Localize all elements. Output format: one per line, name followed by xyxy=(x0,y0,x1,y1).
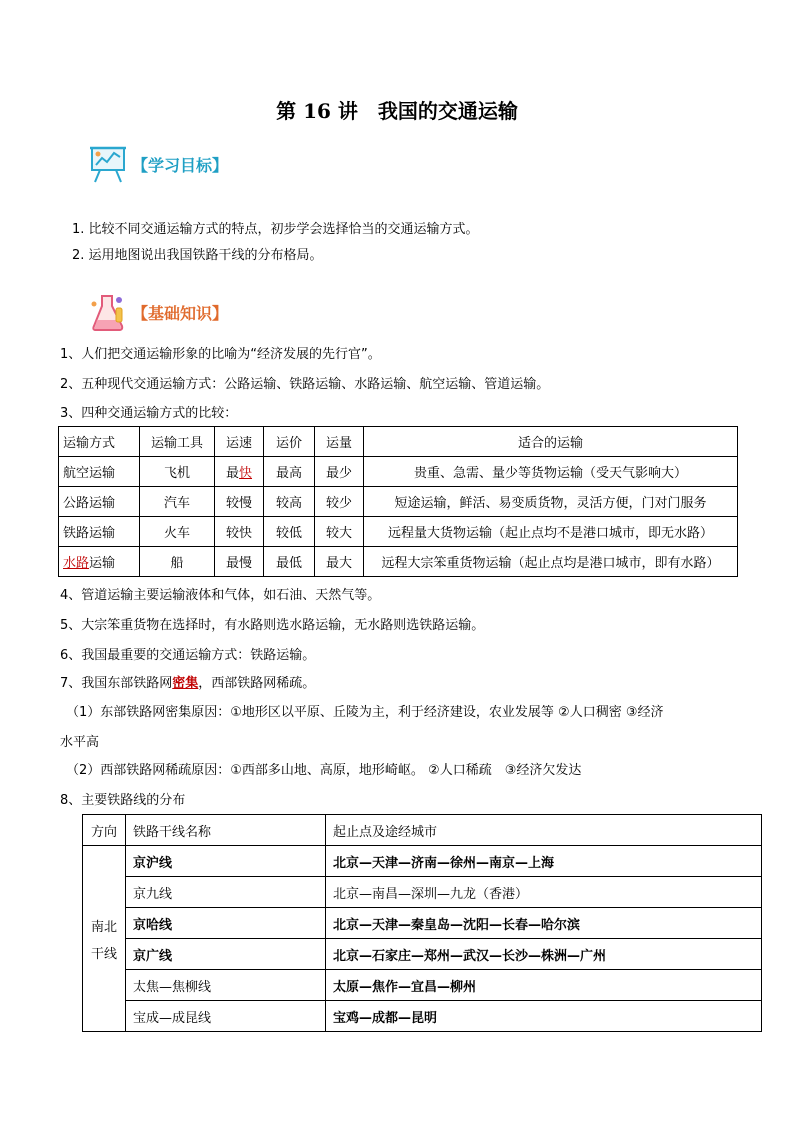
basics-p1: 1、人们把交通运输形象的比喻为“经济发展的先行官”。 xyxy=(60,347,381,362)
suit-cell: 短途运输，鲜活、易变质货物，灵活方便，门对门服务 xyxy=(364,487,738,517)
line-name-cell: 京九线 xyxy=(126,877,326,908)
speed-text: 最 xyxy=(225,466,239,481)
speed-cell xyxy=(215,457,264,487)
p7-text-end: ，西部铁路网稀疏。 xyxy=(198,676,316,691)
basics-p4: 4、管道运输主要运输液体和气体，如石油、天然气等。 xyxy=(60,588,381,603)
basics-p6: 6、我国最重要的交通运输方式：铁路运输。 xyxy=(60,648,316,663)
mode-cell xyxy=(59,547,140,577)
basics-p9: （2）西部铁路网稀疏原因：①西部多山地、高原，地形崎岖。 ②人口稀疏 ③经济欠发达 xyxy=(66,763,582,778)
direction-text: 干线 xyxy=(90,946,117,962)
presentation-board-icon xyxy=(86,142,130,186)
price-cell: 较高 xyxy=(264,487,315,517)
page-title: 第 16 讲 我国的交通运输 xyxy=(276,99,518,123)
mode-text: 运输 xyxy=(89,556,116,571)
table-row xyxy=(83,1001,762,1032)
railway-lines-table xyxy=(82,814,762,1032)
header-cell: 运量 xyxy=(315,427,364,457)
line-name-cell: 太焦—焦柳线 xyxy=(126,970,326,1001)
volume-cell: 最大 xyxy=(315,547,364,577)
table-header-row xyxy=(83,815,762,846)
basics-p10: 8、主要铁路线的分布 xyxy=(60,793,186,808)
route-cell: 北京—石家庄—郑州—武汉—长沙—株洲—广州 xyxy=(326,939,762,970)
route-cell: 太原—焦作—宜昌—柳州 xyxy=(326,970,762,1001)
basics-p8: （1）东部铁路网密集原因：①地形区以平原、丘陵为主，利于经济建设，农业发展等 ②人口稠密 ③经济 xyxy=(66,705,664,720)
speed-cell: 较慢 xyxy=(215,487,264,517)
suit-cell: 远程大宗笨重货物运输（起止点均是港口城市，即有水路） xyxy=(364,547,738,577)
basics-p3: 3、四种交通运输方式的比较： xyxy=(60,406,238,421)
table-row xyxy=(59,547,738,577)
mode-highlight: 水路 xyxy=(63,556,90,571)
header-cell: 运价 xyxy=(264,427,315,457)
table-row xyxy=(83,970,762,1001)
direction-text: 南北 xyxy=(90,919,117,935)
header-cell: 起止点及途经城市 xyxy=(326,815,762,846)
goals-heading: 【学习目标】 xyxy=(132,155,229,175)
lab-flask-icon xyxy=(86,290,130,334)
table-row xyxy=(59,457,738,487)
route-cell: 宝鸡—成都—昆明 xyxy=(326,1001,762,1032)
route-cell: 北京—南昌—深圳—九龙（香港） xyxy=(326,877,762,908)
route-cell: 北京—天津—秦皇岛—沈阳—长春—哈尔滨 xyxy=(326,908,762,939)
price-cell: 最低 xyxy=(264,547,315,577)
speed-cell: 最慢 xyxy=(215,547,264,577)
table-row xyxy=(83,846,762,877)
header-cell: 适合的运输 xyxy=(364,427,738,457)
table-row xyxy=(83,939,762,970)
header-cell: 方向 xyxy=(83,815,126,846)
route-cell: 北京—天津—济南—徐州—南京—上海 xyxy=(326,846,762,877)
direction-cell xyxy=(83,846,126,1032)
tool-cell: 汽车 xyxy=(140,487,215,517)
tool-cell: 船 xyxy=(140,547,215,577)
suit-cell: 贵重、急需、量少等货物运输（受天气影响大） xyxy=(364,457,738,487)
basics-heading: 【基础知识】 xyxy=(132,303,229,323)
basics-p7 xyxy=(60,674,315,694)
mode-cell: 铁路运输 xyxy=(59,517,140,547)
table-row xyxy=(83,877,762,908)
p7-highlight: 密集 xyxy=(172,676,199,691)
header-cell: 运输工具 xyxy=(140,427,215,457)
basics-p5: 5、大宗笨重货物在选择时，有水路则选水路运输，无水路则选铁路运输。 xyxy=(60,618,485,633)
transport-comparison-table xyxy=(58,426,738,577)
line-name-cell: 京沪线 xyxy=(126,846,326,877)
line-name-cell: 京哈线 xyxy=(126,908,326,939)
basics-p8-cont: 水平高 xyxy=(60,735,100,750)
mode-cell: 公路运输 xyxy=(59,487,140,517)
line-name-cell: 京广线 xyxy=(126,939,326,970)
goals-section-header xyxy=(86,142,228,186)
tool-cell: 飞机 xyxy=(140,457,215,487)
line-name-cell: 宝成—成昆线 xyxy=(126,1001,326,1032)
goal-item-2: 2. 运用地图说出我国铁路干线的分布格局。 xyxy=(72,248,323,263)
table-row xyxy=(59,487,738,517)
table-row xyxy=(59,517,738,547)
header-cell: 运速 xyxy=(215,427,264,457)
header-cell: 运输方式 xyxy=(59,427,140,457)
p7-text: 7、我国东部铁路网 xyxy=(60,676,173,691)
price-cell: 较低 xyxy=(264,517,315,547)
price-cell: 最高 xyxy=(264,457,315,487)
basics-p2: 2、五种现代交通运输方式：公路运输、铁路运输、水路运输、航空运输、管道运输。 xyxy=(60,377,550,392)
goal-item-1: 1. 比较不同交通运输方式的特点，初步学会选择恰当的交通运输方式。 xyxy=(72,222,479,237)
header-cell: 铁路干线名称 xyxy=(126,815,326,846)
table-row xyxy=(83,908,762,939)
table-header-row xyxy=(59,427,738,457)
volume-cell: 较少 xyxy=(315,487,364,517)
volume-cell: 最少 xyxy=(315,457,364,487)
volume-cell: 较大 xyxy=(315,517,364,547)
speed-highlight: 快 xyxy=(239,466,253,481)
tool-cell: 火车 xyxy=(140,517,215,547)
speed-cell: 较快 xyxy=(215,517,264,547)
basics-section-header xyxy=(86,290,228,334)
mode-cell: 航空运输 xyxy=(59,457,140,487)
suit-cell: 远程量大货物运输（起止点均不是港口城市，即无水路） xyxy=(364,517,738,547)
